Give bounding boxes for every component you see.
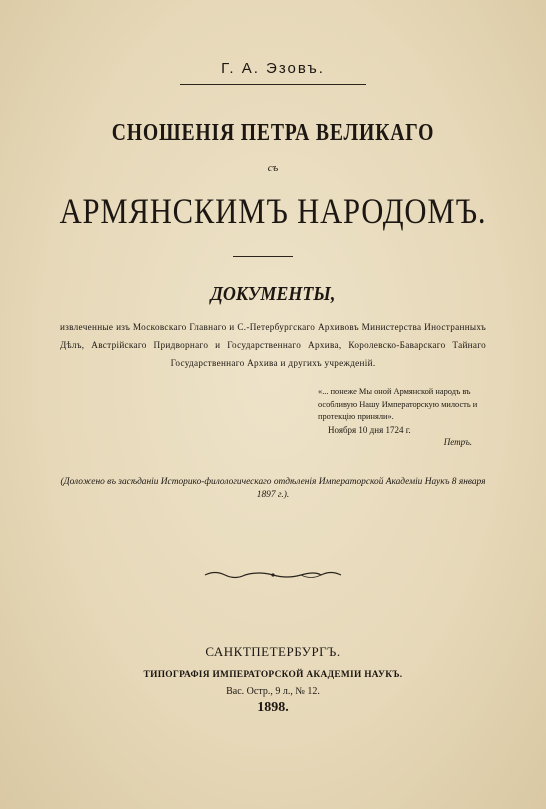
imprint-city: САНКТПЕТЕРБУРГЪ. [205,644,341,659]
subtitle-paragraph: извлеченные изъ Московскаго Главнаго и С.-Петербургскаго Архивовъ Министерства Иностранныхъ Дѣлъ, Австрійскаго Придворнаго и Государственнаго Архива, Королевско-Баварскаго Тайнаго Государственнаго Архива и другихъ учрежденій. [60,322,486,368]
epigraph-text: «... понеже Мы оной Армянской народъ въ особливую Нашу Императорскую милость и протекцію приняли». [318,387,478,421]
title-rule [233,256,293,257]
academy-note: (Доложено въ засѣданіи Историко-филологическаго отдѣленія Императорской Академіи Наукъ 8 января 1897 г.). [60,477,486,500]
title-line-2: АРМЯНСКИМЪ НАРОДОМЪ. [59,191,487,231]
documents-heading: ДОКУМЕНТЫ, [210,283,336,305]
imprint-year: 1898. [257,700,289,715]
epigraph [318,386,494,449]
ornament-divider [203,568,343,582]
author-rule [180,84,366,85]
epigraph-date: Ноября 10 дня 1724 г. [328,424,411,435]
epigraph-signature: Петръ. [443,437,472,447]
author-name: Г. А. Эзовъ. [221,60,325,77]
imprint-press: ТИПОГРАФІЯ ИМПЕРАТОРСКОЙ АКАДЕМІИ НАУКЪ. [143,670,403,680]
title-line-1: СНОШЕНІЯ ПЕТРА ВЕЛИКАГО [111,120,435,146]
imprint-address: Вас. Остр., 9 л., № 12. [226,686,320,697]
title-conjunction: съ [267,162,279,174]
